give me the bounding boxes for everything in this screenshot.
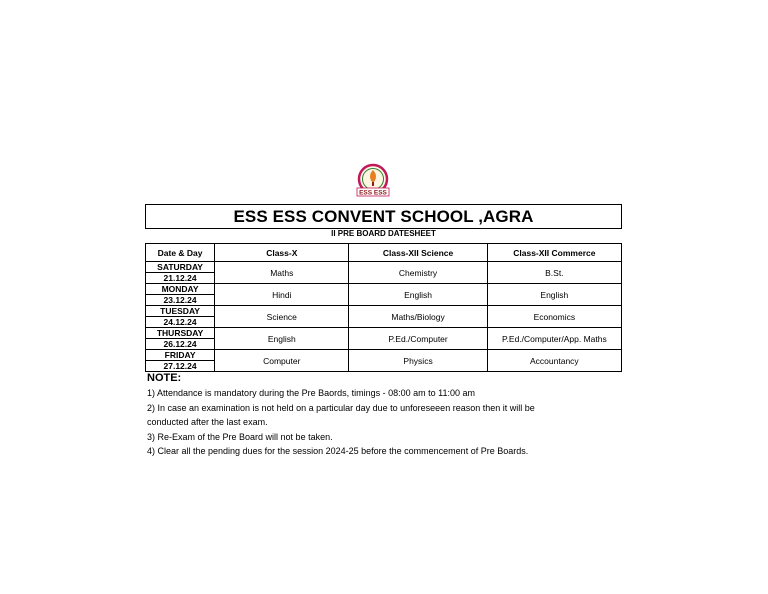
- date-day-cell: [146, 284, 215, 306]
- table-row: [146, 262, 622, 284]
- exam-date: 23.12.24: [163, 295, 197, 305]
- class-x-subject: Science: [215, 306, 349, 328]
- note-item: 3) Re-Exam of the Pre Board will not be taken.: [147, 431, 333, 442]
- table-row: [146, 328, 622, 350]
- class-x-subject: Maths: [215, 262, 349, 284]
- header-class-xii-commerce: Class-XII Commerce: [487, 244, 621, 262]
- date-day-cell: [146, 306, 215, 328]
- date-day-cell: [146, 262, 215, 284]
- logo-text: ESS ESS: [359, 189, 387, 197]
- day-name: THURSDAY: [146, 328, 214, 339]
- day-name: MONDAY: [146, 284, 214, 295]
- exam-date: 21.12.24: [163, 273, 197, 283]
- commerce-subject: English: [487, 284, 621, 306]
- commerce-subject: Economics: [487, 306, 621, 328]
- note-item: 4) Clear all the pending dues for the session 2024-25 before the commencement of Pre Boards.: [147, 446, 529, 456]
- date-day-cell: [146, 328, 215, 350]
- table-row: [146, 350, 622, 372]
- class-x-subject: Hindi: [215, 284, 349, 306]
- datesheet-table: [145, 243, 622, 372]
- notes-list: [147, 386, 617, 459]
- day-name: SATURDAY: [146, 262, 214, 273]
- science-subject: Chemistry: [349, 262, 487, 284]
- school-name: ESS ESS CONVENT SCHOOL ,AGRA: [145, 204, 622, 229]
- table-row: [146, 284, 622, 306]
- note-item: 2) In case an examination is not held on a particular day due to unforeseeen reason then it will be: [147, 402, 535, 413]
- class-x-subject: Computer: [215, 350, 349, 372]
- science-subject: English: [349, 284, 487, 306]
- exam-date: 24.12.24: [163, 317, 197, 327]
- commerce-subject: P.Ed./Computer/App. Maths: [487, 328, 621, 350]
- class-x-subject: English: [215, 328, 349, 350]
- commerce-subject: B.St.: [487, 262, 621, 284]
- commerce-subject: Accountancy: [487, 350, 621, 372]
- day-name: TUESDAY: [146, 306, 214, 317]
- science-subject: Maths/Biology: [349, 306, 487, 328]
- exam-date: 26.12.24: [163, 339, 197, 349]
- science-subject: P.Ed./Computer: [349, 328, 487, 350]
- header-class-x: Class-X: [215, 244, 349, 262]
- date-day-cell: [146, 350, 215, 372]
- table-header-row: [146, 244, 622, 262]
- science-subject: Physics: [349, 350, 487, 372]
- note-heading: NOTE:: [147, 372, 182, 384]
- day-name: FRIDAY: [146, 350, 214, 361]
- datesheet-subtitle: II PRE BOARD DATESHEET: [331, 229, 436, 238]
- header-date-day: Date & Day: [146, 244, 215, 262]
- table-row: [146, 306, 622, 328]
- school-logo: [354, 163, 392, 199]
- note-item: conducted after the last exam.: [147, 417, 268, 427]
- header-class-xii-science: Class-XII Science: [349, 244, 487, 262]
- note-item: 1) Attendance is mandatory during the Pre Baords, timings - 08:00 am to 11:00 am: [147, 388, 476, 398]
- exam-date: 27.12.24: [163, 361, 197, 371]
